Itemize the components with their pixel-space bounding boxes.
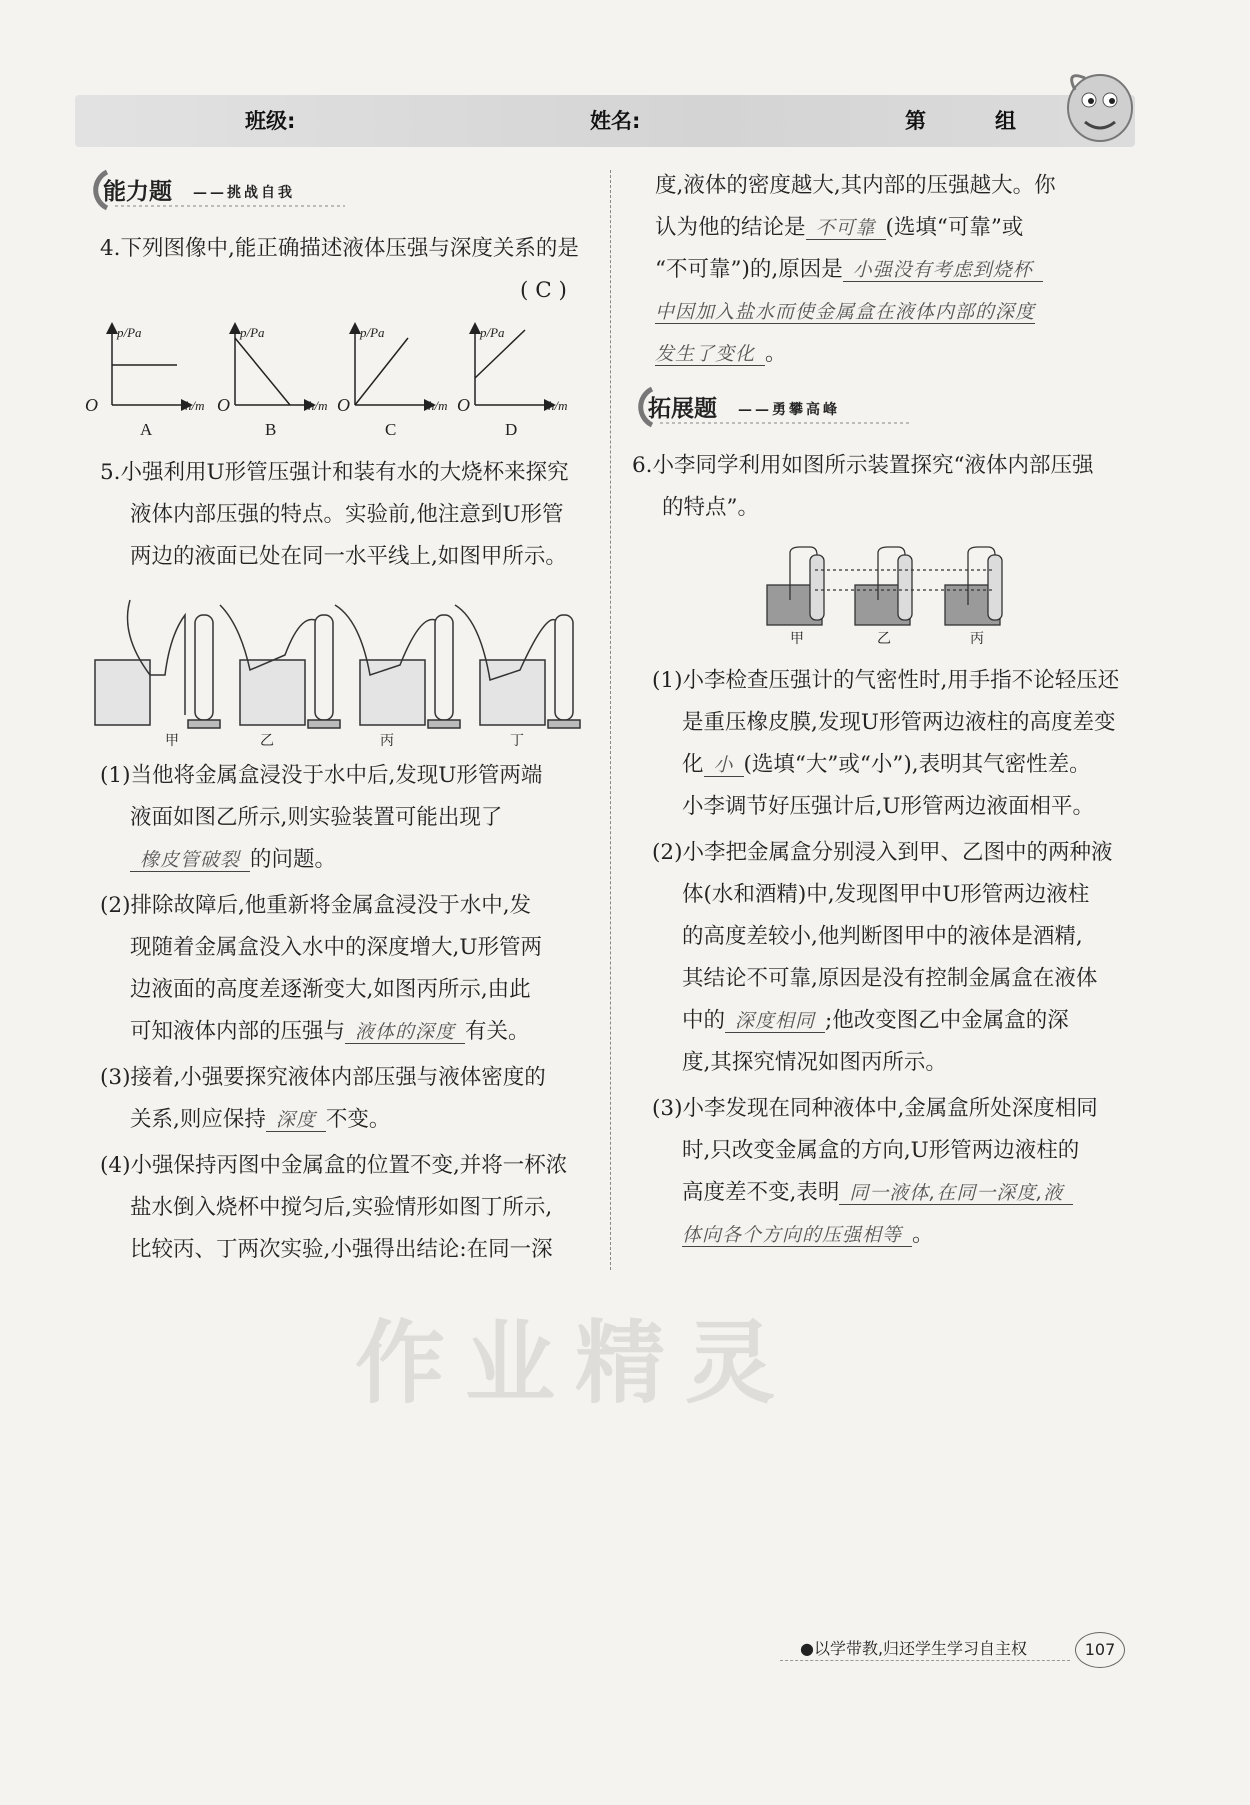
q6-p3-line-1: (3)小李发现在同种液体中,金属盒所处深度相同	[652, 1096, 1098, 1121]
q6-fig-label-yi: 乙	[877, 631, 891, 647]
fig-label-jia: 甲	[165, 733, 179, 749]
section-title: 能力题	[103, 179, 172, 205]
q5-p1-line-1: (1)当他将金属盒浸没于水中后,发现U形管两端	[100, 763, 543, 788]
graph-a-ylabel: p/Pa	[117, 325, 142, 340]
q5-p4-period: 。	[765, 341, 787, 366]
watermark: 作业精灵	[355, 1311, 795, 1416]
q5-p1-line-3: 的问题。	[250, 847, 337, 872]
q6-p2-line-1: (2)小李把金属盒分别浸入到甲、乙图中的两种液	[652, 840, 1113, 865]
q6-p3-line-3: 高度差不变,表明	[682, 1180, 840, 1205]
q6-p1-answer: 小	[704, 754, 744, 777]
q5-p4-line-4: 度,液体的密度越大,其内部的压强越大。你	[655, 173, 1056, 198]
graph-d-ylabel: p/Pa	[480, 325, 505, 340]
graph-d-origin: O	[457, 395, 470, 415]
q5-p4-line-1: (4)小强保持丙图中金属盒的位置不变,并将一杯浓	[100, 1153, 568, 1178]
mascot-icon	[1055, 60, 1145, 155]
question-5-intro	[100, 452, 600, 578]
q5-p2-line-1: (2)排除故障后,他重新将金属盒浸没于水中,发	[100, 893, 532, 918]
q5-p3-answer: 深度	[266, 1109, 326, 1132]
q5-p4-line-2: 盐水倒入烧杯中搅匀后,实验情形如图丁所示,	[130, 1195, 553, 1220]
q5-p2-line-3: 边液面的高度差逐渐变大,如图丙所示,由此	[130, 977, 531, 1002]
q5-p4-line-5: 认为他的结论是	[655, 215, 806, 240]
class-label: 班级:	[245, 109, 296, 133]
q4-answer: ( C )	[520, 278, 567, 303]
q5-p4-line-6: (选填“可靠”或	[885, 215, 1024, 240]
page-number: 107	[1075, 1632, 1125, 1668]
q6-p3-answer-2: 体向各个方向的压强相等	[682, 1224, 912, 1247]
q5-p4-continued	[655, 165, 1135, 375]
question-4	[100, 228, 590, 270]
q6-p2-line-3: 的高度差较小,他判断图甲中的液体是酒精,	[682, 924, 1083, 949]
section-title-2: 拓展题	[648, 396, 717, 422]
section-subtitle: ——挑战自我	[193, 185, 295, 201]
q6-p2-line-2: 体(水和酒精)中,发现图甲中U形管两边液柱	[682, 882, 1090, 907]
q5-p3-line-1: (3)接着,小强要探究液体内部压强与液体密度的	[100, 1065, 546, 1090]
q6-apparatus-figure	[765, 545, 1015, 635]
name-label: 姓名:	[590, 109, 641, 133]
q6-fig-label-jia: 甲	[790, 631, 804, 647]
footer-motto: ●以学带教,归还学生学习自主权	[800, 1639, 1028, 1658]
q5-p4-answer-2c: 发生了变化	[655, 343, 765, 366]
graph-c-label: C	[385, 420, 397, 439]
q5-p4-answer-1: 不可靠	[806, 217, 886, 240]
q5-p2-answer: 液体的深度	[345, 1021, 465, 1044]
graph-a-xlabel: h/m	[185, 398, 205, 413]
graph-a-label: A	[140, 420, 153, 439]
graph-b-xlabel: h/m	[308, 398, 328, 413]
q5-p4-line-3: 比较丙、丁两次实验,小强得出结论:在同一深	[130, 1237, 553, 1262]
q6-p2-line-6: ;他改变图乙中金属盒的深	[825, 1008, 1069, 1033]
question-6-intro	[632, 445, 1132, 529]
q5-intro-line-2: 液体内部压强的特点。实验前,他注意到U形管	[130, 502, 564, 527]
q6-parts	[652, 660, 1137, 1256]
graph-b-label: B	[265, 420, 277, 439]
section-subtitle-2: ——勇攀高峰	[738, 402, 840, 418]
q6-intro-line-1: 6.小李同学利用如图所示装置探究“液体内部压强	[632, 453, 1094, 478]
q6-p3-answer-1: 同一液体,在同一深度,液	[839, 1182, 1073, 1205]
group-label-1: 第	[905, 109, 926, 133]
q5-p1-answer: 橡皮管破裂	[130, 849, 250, 872]
q6-p3-line-2: 时,只改变金属盒的方向,U形管两边液柱的	[682, 1138, 1080, 1163]
footer-rule	[780, 1660, 1070, 1661]
fig-label-yi: 乙	[260, 733, 274, 749]
q5-p4-line-7: “不可靠”)的,原因是	[655, 257, 843, 282]
fig-label-ding: 丁	[510, 733, 524, 749]
graph-b-ylabel: p/Pa	[240, 325, 265, 340]
fig-label-bing: 丙	[380, 733, 394, 749]
q6-p1-line-4: (选填“大”或“小”),表明其气密性差。	[743, 752, 1091, 777]
q6-p2-answer: 深度相同	[725, 1010, 825, 1033]
q6-p1-line-5: 小李调节好压强计后,U形管两边液面相平。	[682, 794, 1094, 819]
q6-intro-line-2: 的特点”。	[662, 495, 759, 520]
q5-part-1	[100, 755, 600, 1271]
graph-c-xlabel: h/m	[428, 398, 448, 413]
q5-p2-line-2: 现随着金属盒没入水中的深度增大,U形管两	[130, 935, 542, 960]
q5-p4-answer-2a: 小强没有考虑到烧杯	[843, 259, 1043, 282]
q5-intro-line-1: 5.小强利用U形管压强计和装有水的大烧杯来探究	[100, 460, 569, 485]
q6-p2-line-7: 度,其探究情况如图丙所示。	[682, 1050, 947, 1075]
q5-p3-line-3: 不变。	[325, 1107, 391, 1132]
q5-p2-line-5: 有关。	[465, 1019, 530, 1044]
group-label-2: 组	[995, 109, 1016, 133]
graph-d-label: D	[505, 420, 518, 439]
q6-p2-line-4: 其结论不可靠,原因是没有控制金属盒在液体	[682, 966, 1098, 991]
q5-intro-line-3: 两边的液面已处在同一水平线上,如图甲所示。	[130, 544, 567, 569]
q4-text: 4.下列图像中,能正确描述液体压强与深度关系的是	[100, 236, 579, 261]
graph-a-origin: O	[85, 395, 98, 415]
q5-p2-line-4: 可知液体内部的压强与	[130, 1019, 346, 1044]
q6-p1-line-1: (1)小李检查压强计的气密性时,用手指不论轻压还	[652, 668, 1120, 693]
graph-c-ylabel: p/Pa	[360, 325, 385, 340]
q5-p3-line-2: 关系,则应保持	[130, 1107, 266, 1132]
graph-b-origin: O	[217, 395, 230, 415]
q6-p1-line-3: 化	[682, 752, 704, 777]
q5-apparatus-figure	[90, 585, 590, 735]
q5-p1-line-2: 液面如图乙所示,则实验装置可能出现了	[130, 805, 503, 830]
column-divider	[610, 170, 611, 1270]
graph-c-origin: O	[337, 395, 350, 415]
q6-p1-line-2: 是重压橡皮膜,发现U形管两边液柱的高度差变	[682, 710, 1116, 735]
q5-p4-answer-2b: 中因加入盐水而使金属盒在液体内部的深度	[655, 301, 1036, 323]
q6-p3-period: 。	[912, 1222, 934, 1247]
graph-d-xlabel: h/m	[548, 398, 568, 413]
q6-p2-line-5: 中的	[682, 1008, 726, 1033]
q6-fig-label-bing: 丙	[970, 631, 984, 647]
